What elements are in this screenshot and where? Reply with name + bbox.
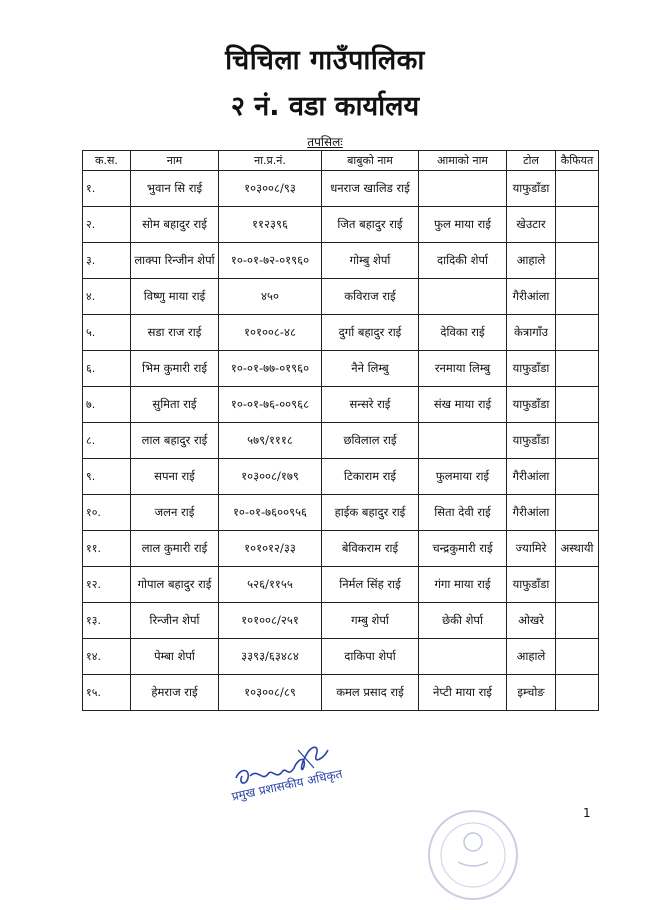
cell-citizenship-no: १०३००८/१७९ xyxy=(219,459,322,495)
cell-tole: ओखरे xyxy=(507,603,556,639)
cell-name: भुवान सि राई xyxy=(131,171,219,207)
cell-name: लाल कुमारी राई xyxy=(131,531,219,567)
cell-tole: गैरीआंला xyxy=(507,495,556,531)
cell-mother-name: रनमाया लिम्बु xyxy=(419,351,507,387)
table-row xyxy=(83,495,599,531)
cell-name: सुमिता राई xyxy=(131,387,219,423)
cell-father-name: निर्मल सिंह राई xyxy=(322,567,419,603)
cell-serial: ९. xyxy=(83,459,131,495)
table-row xyxy=(83,531,599,567)
col-header-citizenship: ना.प्र.नं. xyxy=(219,151,322,171)
cell-citizenship-no: ३३९३/६३४८४ xyxy=(219,639,322,675)
table-row xyxy=(83,315,599,351)
cell-tole: याफुडाँडा xyxy=(507,423,556,459)
cell-tole: याफुडाँडा xyxy=(507,171,556,207)
table-row xyxy=(83,675,599,711)
table-row xyxy=(83,279,599,315)
table-row xyxy=(83,567,599,603)
table-row xyxy=(83,387,599,423)
cell-remarks xyxy=(556,459,599,495)
cell-mother-name: फुल माया राई xyxy=(419,207,507,243)
cell-serial: ६. xyxy=(83,351,131,387)
cell-remarks xyxy=(556,675,599,711)
table-row xyxy=(83,351,599,387)
cell-tole: इम्चोङ xyxy=(507,675,556,711)
cell-mother-name: चन्द्रकुमारी राई xyxy=(419,531,507,567)
cell-father-name: जित बहादुर राई xyxy=(322,207,419,243)
cell-citizenship-no: १०१०१२/३३ xyxy=(219,531,322,567)
cell-citizenship-no: ५२६/११५५ xyxy=(219,567,322,603)
cell-tole: गैरीआंला xyxy=(507,459,556,495)
cell-serial: १३. xyxy=(83,603,131,639)
cell-mother-name: नेप्टी माया राई xyxy=(419,675,507,711)
table-row xyxy=(83,639,599,675)
cell-citizenship-no: १०३००८/८९ xyxy=(219,675,322,711)
table-body xyxy=(83,171,599,711)
cell-remarks xyxy=(556,495,599,531)
cell-citizenship-no: ११२३९६ xyxy=(219,207,322,243)
cell-name: पेम्बा शेर्पा xyxy=(131,639,219,675)
cell-serial: २. xyxy=(83,207,131,243)
cell-remarks xyxy=(556,315,599,351)
cell-mother-name: संख माया राई xyxy=(419,387,507,423)
signatory-designation: प्रमुख प्रशासकीय अधिकृत xyxy=(230,766,344,804)
cell-remarks xyxy=(556,423,599,459)
cell-mother-name xyxy=(419,279,507,315)
table-row xyxy=(83,423,599,459)
cell-citizenship-no: १०-०१-७२-०१९६० xyxy=(219,243,322,279)
cell-tole: आहाले xyxy=(507,243,556,279)
cell-citizenship-no: १०-०१-७६-००९६८ xyxy=(219,387,322,423)
cell-remarks xyxy=(556,279,599,315)
cell-remarks xyxy=(556,351,599,387)
office-name: चिचिला गाउँपालिका xyxy=(225,45,425,76)
cell-tole: याफुडाँडा xyxy=(507,387,556,423)
cell-father-name: दुर्गा बहादुर राई xyxy=(322,315,419,351)
cell-serial: ७. xyxy=(83,387,131,423)
cell-father-name: टिकाराम राई xyxy=(322,459,419,495)
cell-serial: ४. xyxy=(83,279,131,315)
table-row xyxy=(83,207,599,243)
cell-father-name: दाकिपा शेर्पा xyxy=(322,639,419,675)
cell-father-name: सन्सरे राई xyxy=(322,387,419,423)
cell-father-name: गम्बु शेर्पा xyxy=(322,603,419,639)
cell-serial: ८. xyxy=(83,423,131,459)
cell-father-name: नैने लिम्बु xyxy=(322,351,419,387)
cell-serial: ११. xyxy=(83,531,131,567)
cell-serial: ३. xyxy=(83,243,131,279)
table-row xyxy=(83,171,599,207)
cell-mother-name: दादिकी शेर्पा xyxy=(419,243,507,279)
cell-remarks xyxy=(556,171,599,207)
cell-tole: याफुडाँडा xyxy=(507,567,556,603)
cell-father-name: छविलाल राई xyxy=(322,423,419,459)
cell-serial: १. xyxy=(83,171,131,207)
col-header-father: बाबुको नाम xyxy=(322,151,419,171)
cell-father-name: बेविकराम राई xyxy=(322,531,419,567)
cell-name: लाल बहादुर राई xyxy=(131,423,219,459)
cell-mother-name: सिता देवी राई xyxy=(419,495,507,531)
cell-name: लाक्पा रिन्जीन शेर्पा xyxy=(131,243,219,279)
cell-citizenship-no: १०-०१-७६००९५६ xyxy=(219,495,322,531)
table-header-row xyxy=(83,151,599,171)
cell-citizenship-no: १०१००८/२५१ xyxy=(219,603,322,639)
cell-name: सडा राज राई xyxy=(131,315,219,351)
table-row xyxy=(83,603,599,639)
details-subtitle: तपसिलः xyxy=(307,135,343,149)
cell-citizenship-no: ४५० xyxy=(219,279,322,315)
cell-remarks xyxy=(556,207,599,243)
page-number: 1 xyxy=(583,806,591,820)
cell-tole: गैरीआंला xyxy=(507,279,556,315)
cell-name: हेमराज राई xyxy=(131,675,219,711)
cell-citizenship-no: ५७९/१११८ xyxy=(219,423,322,459)
cell-father-name: कमल प्रसाद राई xyxy=(322,675,419,711)
office-seal-stamp xyxy=(418,800,528,910)
ward-office-title: २ नं. वडा कार्यालय xyxy=(230,91,420,122)
cell-father-name: कविराज राई xyxy=(322,279,419,315)
cell-tole: ज्यामिरे xyxy=(507,531,556,567)
cell-tole: केत्रागाँउ xyxy=(507,315,556,351)
cell-mother-name xyxy=(419,423,507,459)
cell-remarks xyxy=(556,567,599,603)
cell-name: विष्णु माया राई xyxy=(131,279,219,315)
col-header-name: नाम xyxy=(131,151,219,171)
roster-table xyxy=(82,150,599,711)
cell-mother-name: फुलमाया राई xyxy=(419,459,507,495)
col-header-remarks: कैफियत xyxy=(556,151,599,171)
cell-mother-name: छेकी शेर्पा xyxy=(419,603,507,639)
cell-serial: १४. xyxy=(83,639,131,675)
cell-citizenship-no: १०३००८/९३ xyxy=(219,171,322,207)
col-header-tole: टोल xyxy=(507,151,556,171)
cell-father-name: गोम्बु शेर्पा xyxy=(322,243,419,279)
cell-remarks xyxy=(556,243,599,279)
cell-mother-name: गंगा माया राई xyxy=(419,567,507,603)
cell-mother-name: देविका राई xyxy=(419,315,507,351)
cell-remarks xyxy=(556,387,599,423)
cell-father-name: धनराज खालिड राई xyxy=(322,171,419,207)
cell-remarks xyxy=(556,603,599,639)
cell-serial: ५. xyxy=(83,315,131,351)
cell-tole: खेउटार xyxy=(507,207,556,243)
cell-name: भिम कुमारी राई xyxy=(131,351,219,387)
cell-remarks: अस्थायी xyxy=(556,531,599,567)
cell-tole: याफुडाँडा xyxy=(507,351,556,387)
table-row xyxy=(83,243,599,279)
cell-name: गोपाल बहादुर राई xyxy=(131,567,219,603)
cell-citizenship-no: १०१००८-४८ xyxy=(219,315,322,351)
cell-mother-name xyxy=(419,639,507,675)
cell-serial: १५. xyxy=(83,675,131,711)
table-row xyxy=(83,459,599,495)
col-header-sn: क.स. xyxy=(83,151,131,171)
cell-remarks xyxy=(556,639,599,675)
cell-serial: १०. xyxy=(83,495,131,531)
cell-name: जलन राई xyxy=(131,495,219,531)
cell-tole: आहाले xyxy=(507,639,556,675)
cell-serial: १२. xyxy=(83,567,131,603)
cell-father-name: हाईक बहादुर राई xyxy=(322,495,419,531)
cell-name: रिन्जीन शेर्पा xyxy=(131,603,219,639)
cell-name: सपना राई xyxy=(131,459,219,495)
col-header-mother: आमाको नाम xyxy=(419,151,507,171)
cell-mother-name xyxy=(419,171,507,207)
cell-name: सोम बहादुर राई xyxy=(131,207,219,243)
cell-citizenship-no: १०-०१-७७-०१९६० xyxy=(219,351,322,387)
